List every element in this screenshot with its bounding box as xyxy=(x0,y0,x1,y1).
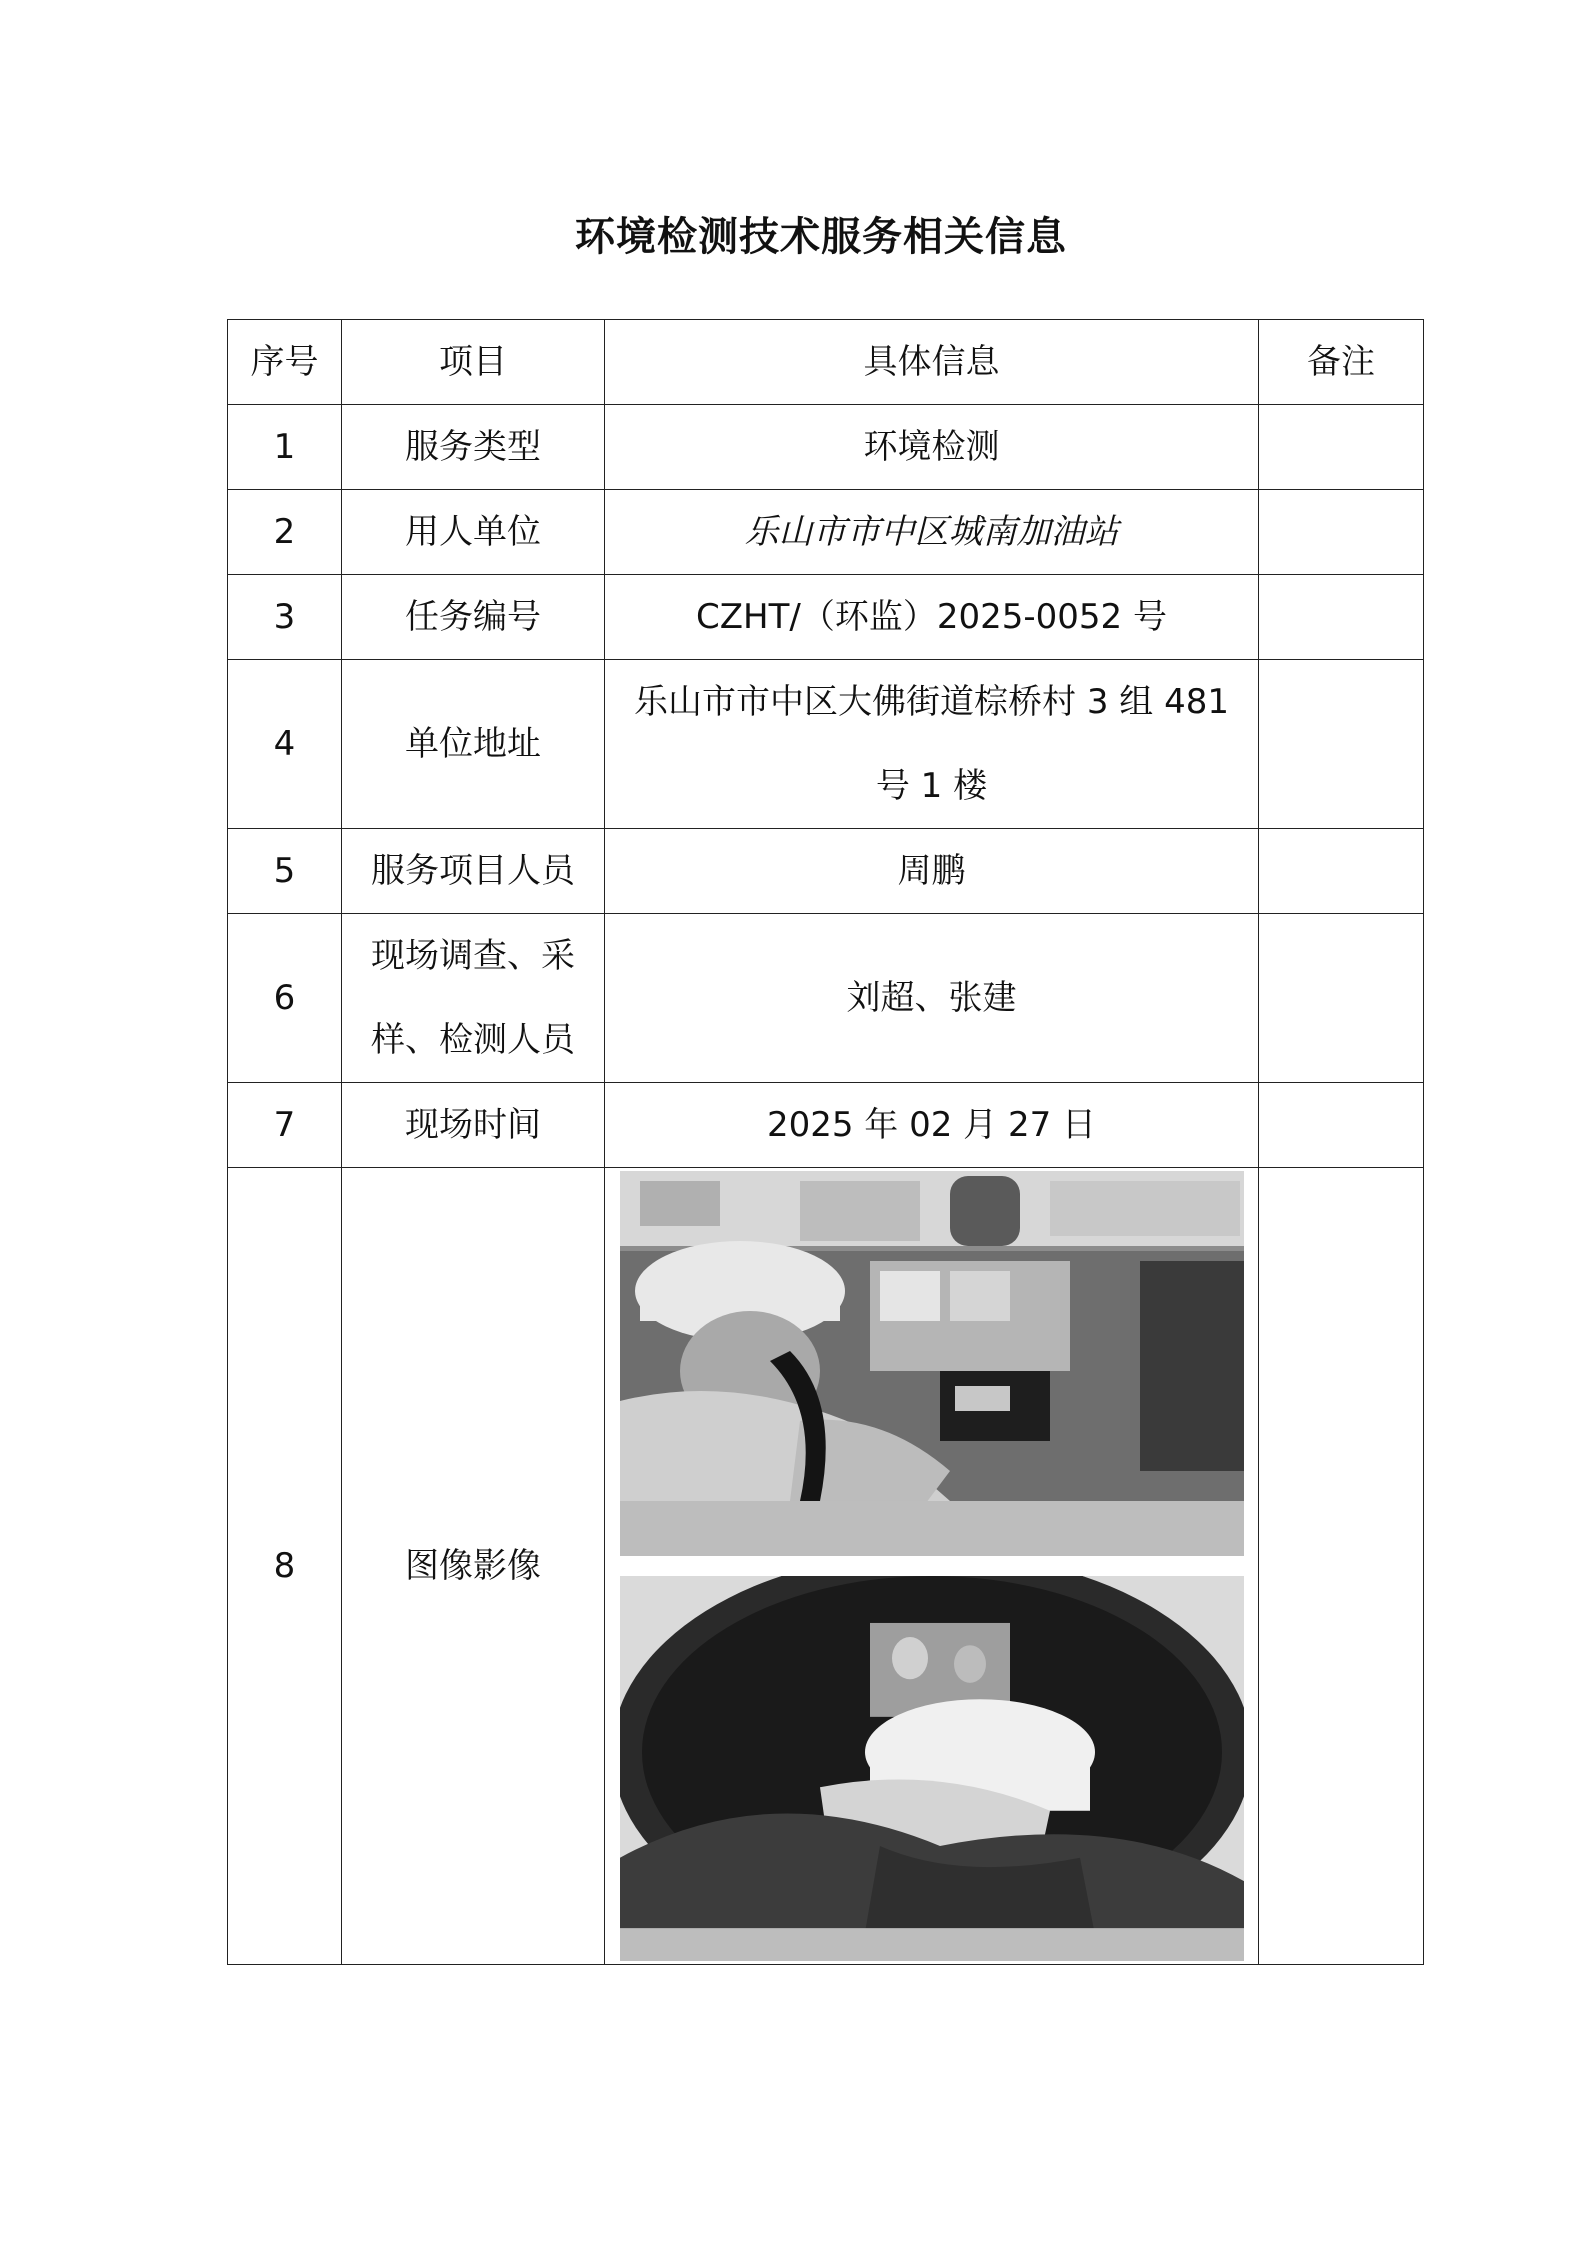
item-line-1: 现场调查、采 xyxy=(371,936,575,976)
row-index: 4 xyxy=(228,660,342,829)
table-header-row xyxy=(228,320,1424,405)
row-remark xyxy=(1259,660,1424,829)
row-detail: 刘超、张建 xyxy=(605,914,1259,1083)
row-index: 6 xyxy=(228,914,342,1083)
table-row xyxy=(228,829,1424,914)
row-detail: 周鹏 xyxy=(605,829,1259,914)
row-item: 图像影像 xyxy=(342,1168,605,1965)
table-row xyxy=(228,914,1424,1083)
item-line-2: 样、检测人员 xyxy=(371,1020,575,1060)
table-row xyxy=(228,575,1424,660)
row-remark xyxy=(1259,1168,1424,1965)
row-detail: 环境检测 xyxy=(605,405,1259,490)
row-item: 服务类型 xyxy=(342,405,605,490)
table-row xyxy=(228,490,1424,575)
row-index: 2 xyxy=(228,490,342,575)
row-remark xyxy=(1259,490,1424,575)
row-detail: 2025 年 02 月 27 日 xyxy=(605,1083,1259,1168)
row-item: 服务项目人员 xyxy=(342,829,605,914)
row-index: 8 xyxy=(228,1168,342,1965)
row-item: 现场时间 xyxy=(342,1083,605,1168)
row-item: 单位地址 xyxy=(342,660,605,829)
photo-worker-at-fuel-dispenser xyxy=(620,1171,1244,1556)
photo-group xyxy=(605,1171,1258,1961)
row-detail: 乐山市市中区城南加油站 xyxy=(605,490,1259,575)
table-row xyxy=(228,1168,1424,1965)
row-remark xyxy=(1259,575,1424,660)
header-remark: 备注 xyxy=(1259,320,1424,405)
row-index: 3 xyxy=(228,575,342,660)
table-row xyxy=(228,660,1424,829)
table-row xyxy=(228,405,1424,490)
row-remark xyxy=(1259,405,1424,490)
row-item: 用人单位 xyxy=(342,490,605,575)
row-item xyxy=(342,914,605,1083)
row-remark xyxy=(1259,1083,1424,1168)
row-index: 1 xyxy=(228,405,342,490)
address-line-1: 乐山市市中区大佛街道棕桥村 3 组 481 xyxy=(634,682,1229,722)
row-detail-photos xyxy=(605,1168,1259,1965)
row-detail xyxy=(605,660,1259,829)
row-detail: CZHT/（环监）2025-0052 号 xyxy=(605,575,1259,660)
header-item: 项目 xyxy=(342,320,605,405)
row-item: 任务编号 xyxy=(342,575,605,660)
table-row xyxy=(228,1083,1424,1168)
row-remark xyxy=(1259,914,1424,1083)
row-remark xyxy=(1259,829,1424,914)
photo-worker-in-tank-well xyxy=(620,1576,1244,1961)
header-detail: 具体信息 xyxy=(605,320,1259,405)
photo-1-image xyxy=(620,1171,1244,1556)
header-index: 序号 xyxy=(228,320,342,405)
info-table xyxy=(227,319,1424,1965)
address-line-2: 号 1 楼 xyxy=(875,766,988,806)
row-index: 5 xyxy=(228,829,342,914)
page-title: 环境检测技术服务相关信息 xyxy=(575,214,1067,260)
row-index: 7 xyxy=(228,1083,342,1168)
photo-2-image xyxy=(620,1576,1244,1961)
